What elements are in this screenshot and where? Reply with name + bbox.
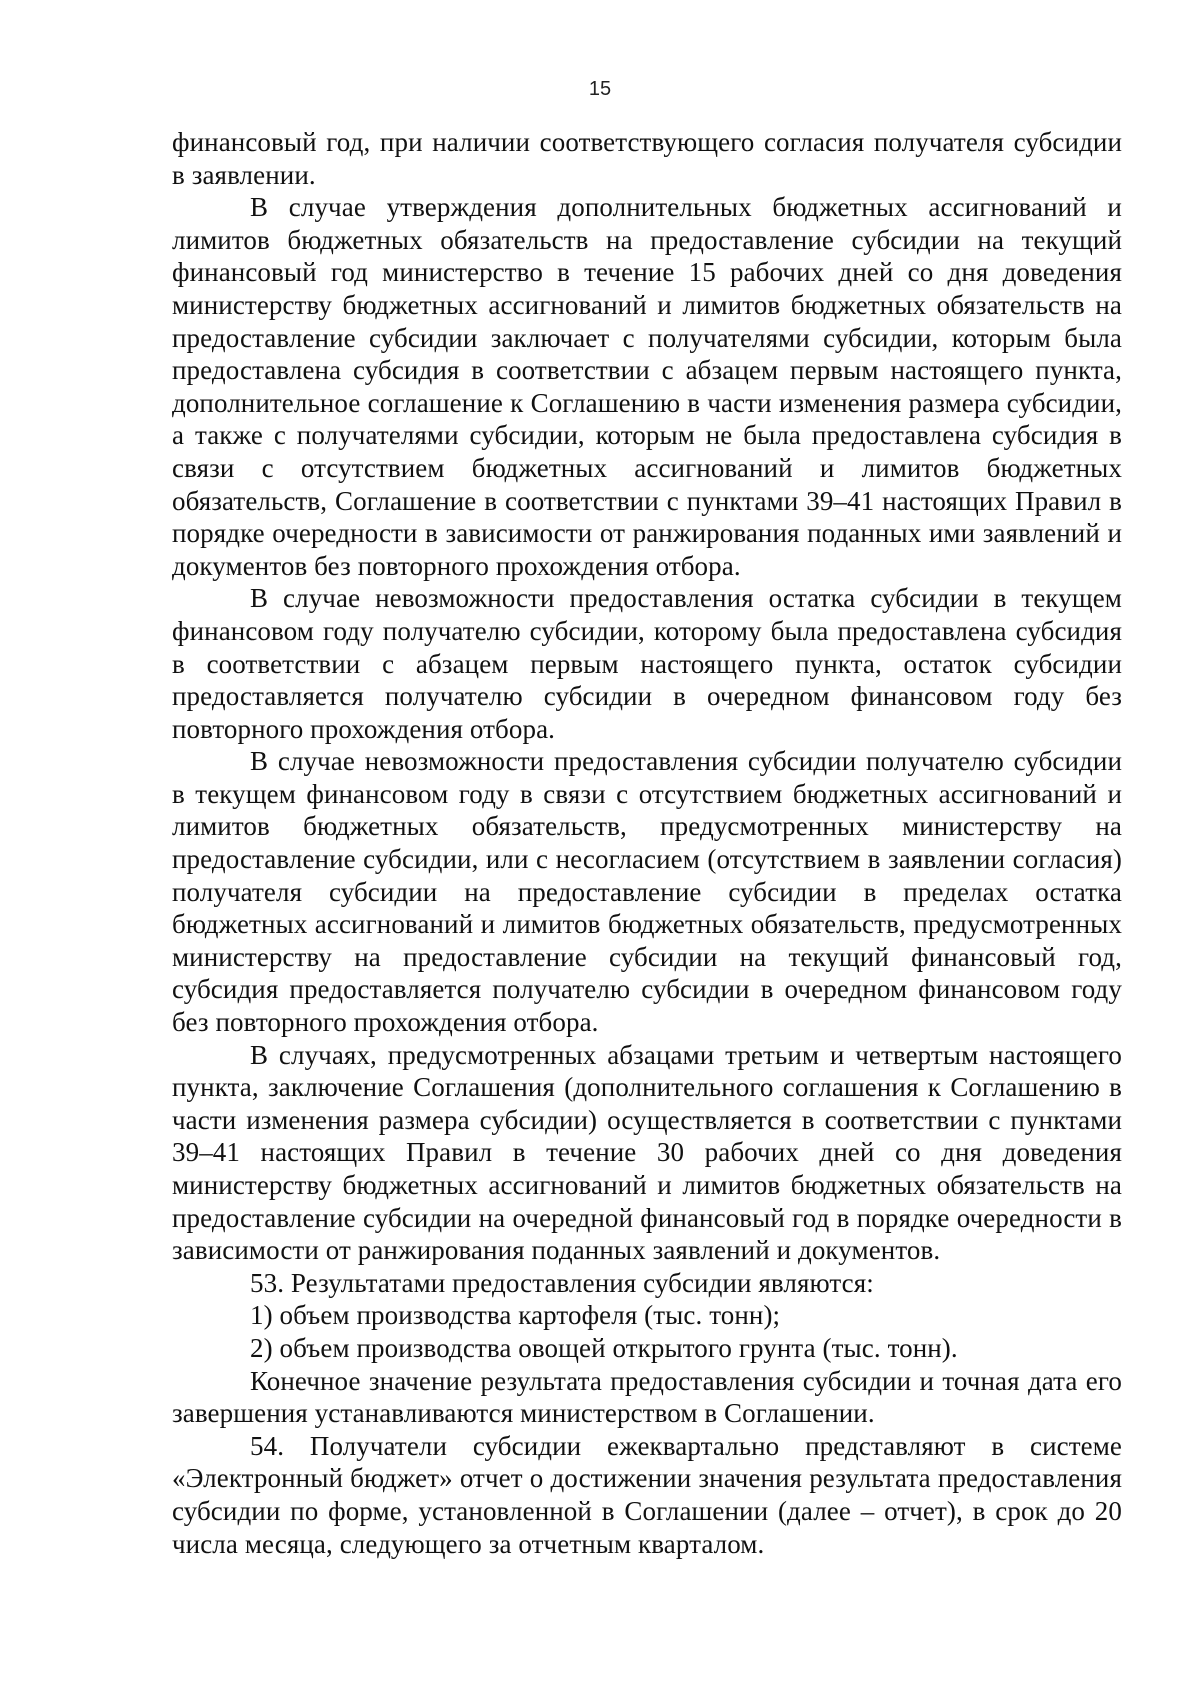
- paragraph-impossibility-of-subsidy: В случае невозможности предоставления субсидии получателю субсидии в текущем финансовом году в связи с отсутствием бюджетных ассигнований и лимитов бюджетных обязательств, предусмотренных министерству на предоставление субсидии, или с несогласием (отсутствием в заявлении согласия) получателя субсидии на предоставление субсидии в пределах остатка бюджетных ассигнований и лимитов бюджетных обязательств, предусмотренных министерству на предоставление субсидии на текущий финансовый год, субсидия предоставляется получателю субсидии в очередном финансовом году без повторного прохождения отбора.: [172, 746, 1122, 1038]
- paragraph-agreement-conclusion: В случаях, предусмотренных абзацами третьим и четвертым настоящего пункта, заключение Соглашения (дополнительного соглашения к Соглашению в части изменения размера субсидии) осуществляется в соответствии с пунктами 39–41 настоящих Правил в течение 30 рабочих дней со дня доведения министерству бюджетных ассигнований и лимитов бюджетных обязательств на предоставление субсидии на очередной финансовый год в порядке очередности в зависимости от ранжирования поданных заявлений и документов.: [172, 1039, 1122, 1266]
- document-body: [172, 126, 1122, 1560]
- clause-54-reporting: 54. Получатели субсидии ежеквартально представляют в системе «Электронный бюджет» отчет о достижении значения результата предоставления субсидии по форме, установленной в Соглашении (далее – отчет), в срок до 20 числа месяца, следующего за отчетным кварталом.: [172, 1430, 1122, 1559]
- paragraph-final-value: Конечное значение результата предоставления субсидии и точная дата его завершения устанавливаются министерством в Соглашении.: [172, 1365, 1122, 1429]
- result-item-vegetables: 2) объем производства овощей открытого грунта (тыс. тонн).: [250, 1332, 958, 1363]
- page-number: 15: [588, 78, 612, 100]
- result-item-potatoes: 1) объем производства картофеля (тыс. тонн);: [250, 1300, 781, 1331]
- clause-53-heading: 53. Результатами предоставления субсидии являются:: [250, 1267, 874, 1298]
- paragraph-continuation: финансовый год, при наличии соответствующего согласия получателя субсидии в заявлении.: [172, 127, 1122, 190]
- paragraph-additional-allocations: В случае утверждения дополнительных бюджетных ассигнований и лимитов бюджетных обязательств на предоставление субсидии на текущий финансовый год министерство в течение 15 рабочих дней со дня доведения министерству бюджетных ассигнований и лимитов бюджетных обязательств на предоставление субсидии заключает с получателями субсидии, которым была предоставлена субсидия в соответствии с абзацем первым настоящего пункта, дополнительное соглашение к Соглашению в части изменения размера субсидии, а также с получателями субсидии, которым не была предоставлена субсидия в связи с отсутствием бюджетных ассигнований и лимитов бюджетных обязательств, Соглашение в соответствии с пунктами 39–41 настоящих Правил в порядке очередности в зависимости от ранжирования поданных ими заявлений и документов без повторного прохождения отбора.: [172, 192, 1122, 581]
- paragraph-remaining-subsidy: В случае невозможности предоставления остатка субсидии в текущем финансовом году получателю субсидии, которому была предоставлена субсидия в соответствии с абзацем первым настоящего пункта, остаток субсидии предоставляется получателю субсидии в очередном финансовом году без повторного прохождения отбора.: [172, 583, 1122, 744]
